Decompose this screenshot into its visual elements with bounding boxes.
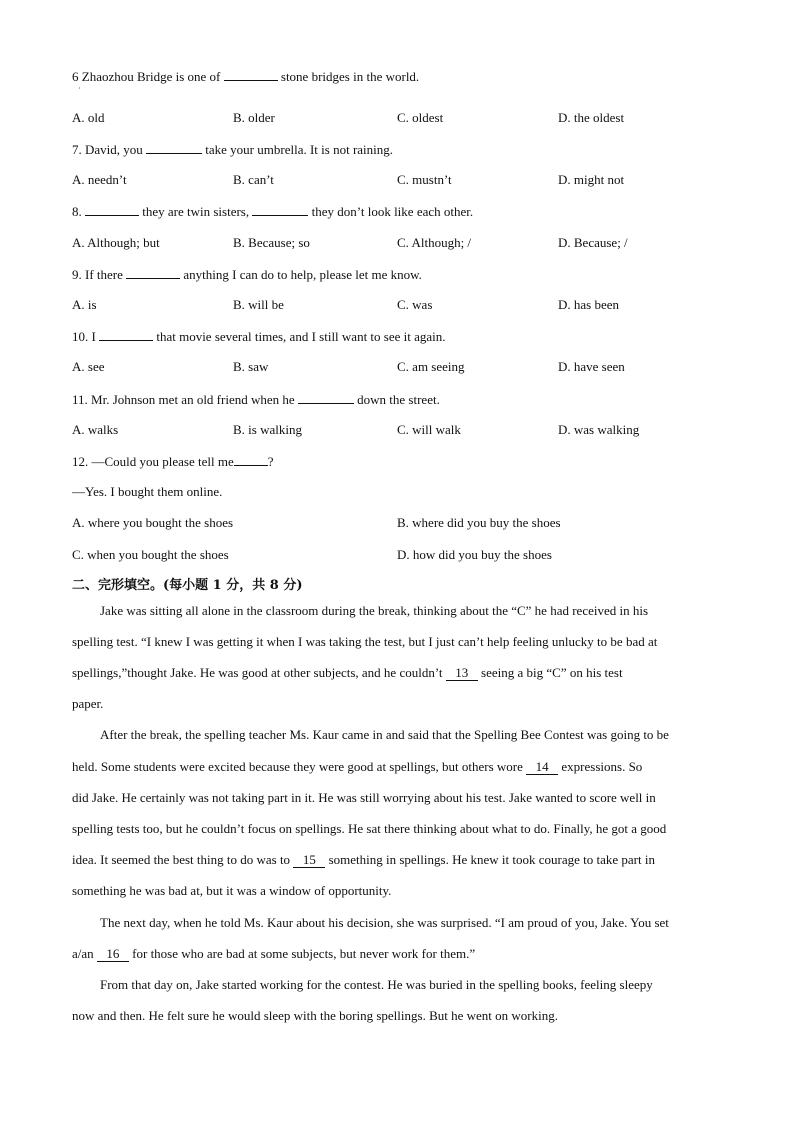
passage-line: paper. (72, 696, 104, 711)
cloze-blank-15[interactable] (293, 852, 325, 868)
question-6-stem (72, 68, 419, 85)
option-c: C. Although; / (397, 235, 472, 250)
option-a: A. old (72, 110, 105, 125)
passage-text: expressions. So (558, 759, 643, 774)
passage-text: idea. It seemed the best thing to do was to (72, 852, 294, 867)
cloze-blank-13[interactable] (446, 665, 478, 681)
option-d: D. have seen (558, 359, 625, 374)
option-c: C. was (397, 297, 433, 312)
question-12-reply: —Yes. I bought them online. (72, 484, 223, 499)
option-d: D. might not (558, 172, 625, 187)
question-9-stem (72, 266, 422, 283)
option-d: D. was walking (558, 422, 640, 437)
option-a: A. walks (72, 422, 119, 437)
passage-line: something he was bad at, but it was a window of opportunity. (72, 883, 392, 898)
answer-blank (99, 328, 153, 341)
passage-line (72, 665, 722, 681)
option-b: B. where did you buy the shoes (397, 515, 561, 530)
question-8-stem (72, 203, 473, 220)
option-c: C. am seeing (397, 359, 465, 374)
option-c: C. mustn’t (397, 172, 452, 187)
passage-line (72, 946, 722, 962)
passage-line: From that day on, Jake started working for the contest. He was buried in the spelling books, feeling sleepy (100, 977, 653, 992)
stem-text: that movie several times, and I still want to see it again. (153, 329, 446, 344)
option-a: A. needn’t (72, 172, 127, 187)
question-12-stem (72, 453, 274, 470)
passage-line (72, 852, 722, 868)
passage-line: After the break, the spelling teacher Ms. Kaur came in and said that the Spelling Bee Contest was going to be (100, 727, 669, 742)
blank-number: 15 (302, 852, 316, 867)
answer-blank (224, 68, 278, 81)
option-b: B. Because; so (233, 235, 310, 250)
stem-text: 7. David, you (72, 142, 147, 157)
question-11-stem (72, 391, 440, 408)
passage-text: for those who are bad at some subjects, but never work for them.” (128, 946, 476, 961)
option-c: C. when you bought the shoes (72, 547, 229, 562)
stem-text: 6 Zhaozhou Bridge is one of (72, 69, 224, 84)
stem-text: 8. (72, 204, 85, 219)
passage-line: spelling test. “I knew I was getting it when I was taking the test, but I just can’t help feeling unlucky to be bad at (72, 634, 658, 649)
answer-blank (298, 391, 354, 404)
option-b: B. older (233, 110, 275, 125)
option-a: A. Although; but (72, 235, 160, 250)
blank-number: 16 (106, 946, 120, 961)
stem-text: ? (267, 454, 274, 469)
option-b: B. will be (233, 297, 284, 312)
question-10-stem (72, 328, 446, 345)
question-7-stem (72, 141, 393, 158)
option-d: D. has been (558, 297, 620, 312)
stem-text: 9. If there (72, 267, 127, 282)
passage-line: now and then. He felt sure he would sleep with the boring spellings. But he went on working. (72, 1008, 558, 1023)
passage-line: Jake was sitting all alone in the classroom during the break, thinking about the “C” he had received in his (100, 603, 649, 618)
answer-blank (85, 203, 139, 216)
passage-text: spellings,”thought Jake. He was good at other subjects, and he couldn’t (72, 665, 446, 680)
passage-line (72, 759, 722, 775)
stem-text: down the street. (353, 392, 440, 407)
option-d: D. how did you buy the shoes (397, 547, 552, 562)
answer-blank (146, 141, 202, 154)
passage-text: held. Some students were excited because they were good at spellings, but others wore (72, 759, 527, 774)
option-b: B. saw (233, 359, 269, 374)
passage-text: seeing a big “C” on his test (477, 665, 623, 680)
passage-line: The next day, when he told Ms. Kaur about his decision, she was surprised. “I am proud of you, Jake. You set (100, 915, 669, 930)
cloze-blank-14[interactable] (526, 759, 558, 775)
option-a: A. is (72, 297, 97, 312)
option-c: C. oldest (397, 110, 444, 125)
option-b: B. is walking (233, 422, 302, 437)
passage-line: did Jake. He certainly was not taking part in it. He was still worrying about his test. Jake wanted to score well in (72, 790, 656, 805)
stem-text: 12. —Could you please tell me (72, 454, 234, 469)
answer-blank (252, 203, 308, 216)
stray-dot: · (78, 84, 81, 93)
stem-text: they are twin sisters, (139, 204, 253, 219)
option-a: A. see (72, 359, 105, 374)
section-heading: 二、完形填空。(每小题 1 分，共 8 分) (72, 578, 303, 593)
answer-blank (126, 266, 180, 279)
passage-text: something in spellings. He knew it took courage to take part in (325, 852, 655, 867)
option-b: B. can’t (233, 172, 274, 187)
stem-text: 11. Mr. Johnson met an old friend when he (72, 392, 298, 407)
stem-text: stone bridges in the world. (277, 69, 420, 84)
option-d: D. Because; / (558, 235, 628, 250)
option-a: A. where you bought the shoes (72, 515, 234, 530)
passage-line: spelling tests too, but he couldn’t focus on spellings. He sat there thinking about what to do. Finally, he got a good (72, 821, 667, 836)
cloze-blank-16[interactable] (97, 946, 129, 962)
blank-number: 13 (455, 665, 469, 680)
stem-text: 10. I (72, 329, 100, 344)
answer-blank (234, 453, 268, 466)
blank-number: 14 (535, 759, 549, 774)
stem-text: anything I can do to help, please let me know. (180, 267, 422, 282)
passage-text: a/an (72, 946, 97, 961)
option-d: D. the oldest (558, 110, 625, 125)
option-c: C. will walk (397, 422, 461, 437)
stem-text: take your umbrella. It is not raining. (202, 142, 394, 157)
stem-text: they don’t look like each other. (308, 204, 474, 219)
